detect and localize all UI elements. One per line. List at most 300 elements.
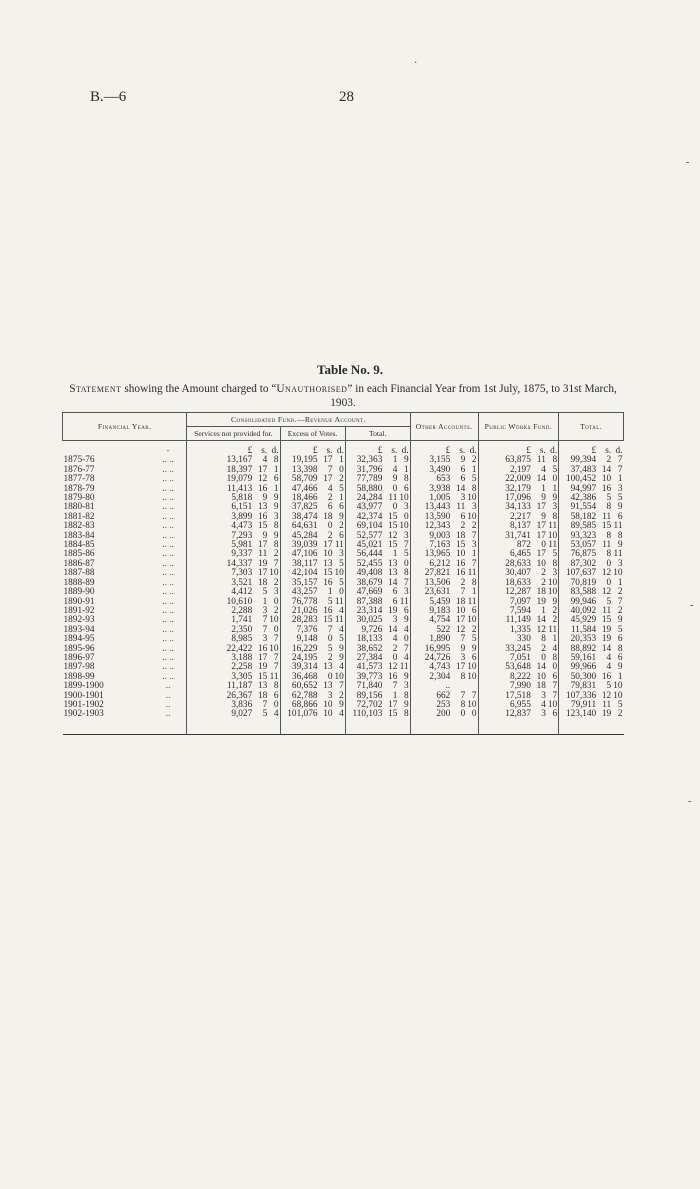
year-cell: 1900-1901 bbox=[63, 690, 104, 701]
excess-pounds: 37,825 bbox=[280, 503, 318, 512]
header-cons-total: Total. bbox=[345, 427, 410, 441]
works-pounds: 7,051 bbox=[478, 654, 532, 663]
works-pence: 5 bbox=[552, 549, 558, 560]
total-shillings: 14 bbox=[601, 643, 612, 654]
services-shillings: 16 bbox=[257, 511, 268, 522]
services-pence: 2 bbox=[273, 605, 279, 616]
other-shillings: 9 bbox=[460, 643, 466, 654]
cons-total-pence: 3 bbox=[404, 530, 409, 541]
works-pence: 10 bbox=[547, 699, 558, 710]
works-shillings: 14 bbox=[536, 474, 546, 485]
cons-total-shillings: 15 bbox=[388, 540, 398, 551]
services-pence: 10 bbox=[269, 568, 279, 579]
cons-total-shillings: 16 bbox=[388, 671, 398, 682]
total-pence: 11 bbox=[613, 521, 623, 532]
other-pence: 1 bbox=[471, 464, 477, 475]
cons-total-shillings: 6 bbox=[392, 596, 398, 607]
header-total: Total. bbox=[559, 413, 624, 441]
excess-pounds: 42,104 bbox=[280, 569, 318, 578]
excess-pounds: 9,148 bbox=[280, 635, 318, 644]
cons-total-pence: 4 bbox=[404, 652, 409, 663]
cons-total-pounds: 18,133 bbox=[345, 635, 383, 644]
excess-pence: 2 bbox=[339, 474, 344, 485]
cons-total-pence: 5 bbox=[404, 549, 409, 560]
leader-dots: .. bbox=[165, 699, 171, 710]
total-pence: 5 bbox=[617, 699, 623, 710]
services-shillings: 15 bbox=[257, 521, 268, 532]
works-pence: 9 bbox=[552, 493, 558, 504]
works-pence: 8 bbox=[552, 558, 558, 569]
total-pence: 7 bbox=[617, 464, 623, 475]
services-shillings: 17 bbox=[257, 540, 268, 551]
works-shillings: 17 bbox=[536, 502, 546, 513]
cons-total-pounds: 52,577 bbox=[345, 532, 383, 541]
cons-total-pence: 0 bbox=[404, 558, 409, 569]
other-pence: 2 bbox=[471, 455, 477, 466]
works-pounds: 7,594 bbox=[478, 607, 532, 616]
other-pence: 11 bbox=[467, 596, 477, 607]
cons-total-pounds: 24,284 bbox=[345, 494, 383, 503]
total-pounds: 11,584 bbox=[559, 626, 598, 635]
total-shillings: 19 bbox=[601, 624, 612, 635]
other-pounds: 9,183 bbox=[410, 607, 451, 616]
works-shillings: 17 bbox=[536, 530, 546, 541]
excess-pence: 6 bbox=[339, 530, 344, 541]
cons-total-pounds: 38,679 bbox=[345, 579, 383, 588]
works-pence: 11 bbox=[548, 624, 558, 635]
excess-shillings: 7 bbox=[327, 464, 333, 475]
cons-total-pounds: 9,726 bbox=[345, 626, 383, 635]
works-pounds: 2,217 bbox=[478, 513, 532, 522]
total-pounds: 93,323 bbox=[559, 532, 598, 541]
total-pence: 2 bbox=[617, 709, 623, 720]
total-pence: 5 bbox=[617, 624, 623, 635]
services-pence: 8 bbox=[273, 681, 279, 692]
year-cell: 1887-88 bbox=[63, 568, 95, 579]
services-pounds: 3,188 bbox=[187, 654, 254, 663]
total-shillings: 16 bbox=[601, 671, 612, 682]
caption-highlight: Unauthorised bbox=[276, 383, 348, 395]
excess-shillings: 0 bbox=[327, 634, 333, 645]
cons-total-shillings: 0 bbox=[392, 502, 398, 513]
caption-text-b: ” in each Financial Year from 1st July, 1875, to 31st March, 1903. bbox=[330, 383, 617, 409]
other-pounds: 662 bbox=[410, 692, 451, 701]
cons-total-shillings: 15 bbox=[388, 511, 398, 522]
cons-total-pence: 8 bbox=[404, 568, 409, 579]
other-pence: 6 bbox=[471, 605, 477, 616]
other-pence: 5 bbox=[471, 634, 477, 645]
total-pounds: 76,875 bbox=[559, 550, 598, 559]
cons-total-pounds: 52,455 bbox=[345, 560, 383, 569]
leader-dots: .. .. bbox=[162, 643, 174, 654]
works-pence: 0 bbox=[552, 474, 558, 485]
excess-pence: 6 bbox=[339, 502, 344, 513]
other-pounds: 5,459 bbox=[410, 598, 451, 607]
services-shillings: 17 bbox=[257, 652, 268, 663]
other-pence: 5 bbox=[471, 474, 477, 485]
total-pence: 11 bbox=[613, 549, 623, 560]
year-cell: 1883-84 bbox=[63, 530, 95, 541]
leader-dots: .. .. bbox=[162, 549, 174, 560]
cons-total-shillings: 6 bbox=[392, 587, 398, 598]
excess-pounds: 7,376 bbox=[280, 626, 318, 635]
works-pence: 2 bbox=[552, 605, 558, 616]
other-shillings: 3 bbox=[460, 493, 466, 504]
other-pounds: 16,995 bbox=[410, 645, 451, 654]
excess-pence: 5 bbox=[339, 558, 344, 569]
works-pence: 7 bbox=[552, 681, 558, 692]
total-pence: 1 bbox=[617, 577, 623, 588]
excess-pounds: 68,866 bbox=[280, 701, 318, 710]
cons-total-shillings: 0 bbox=[392, 652, 398, 663]
excess-shillings: 0 bbox=[327, 521, 333, 532]
leader-dots: .. .. bbox=[162, 671, 174, 682]
total-pounds: 87,302 bbox=[559, 560, 598, 569]
cons-total-pounds: 89,156 bbox=[345, 692, 383, 701]
other-shillings: 6 bbox=[460, 464, 466, 475]
cons-total-pence: 3 bbox=[404, 587, 409, 598]
works-shillings: 18 bbox=[536, 681, 546, 692]
works-shillings: 12 bbox=[536, 624, 546, 635]
works-pence: 1 bbox=[552, 483, 558, 494]
cons-total-pence: 1 bbox=[404, 464, 409, 475]
works-pence: 10 bbox=[547, 577, 558, 588]
excess-pounds: 60,652 bbox=[280, 682, 318, 691]
excess-pence: 0 bbox=[339, 587, 344, 598]
services-shillings: 11 bbox=[258, 549, 268, 560]
total-shillings: 2 bbox=[606, 455, 612, 466]
works-pounds: 8,222 bbox=[478, 673, 532, 682]
excess-shillings: 15 bbox=[323, 615, 333, 626]
excess-shillings: 2 bbox=[327, 493, 333, 504]
excess-pence: 3 bbox=[339, 549, 344, 560]
cons-total-pence: 6 bbox=[404, 605, 409, 616]
other-shillings: 7 bbox=[460, 587, 466, 598]
works-shillings: 2 bbox=[541, 577, 546, 588]
works-pounds: 11,149 bbox=[478, 616, 532, 625]
cons-total-shillings: 1 bbox=[392, 690, 398, 701]
other-pounds: .. bbox=[410, 682, 451, 691]
cons-total-shillings: 1 bbox=[392, 549, 398, 560]
total-shillings: 12 bbox=[601, 690, 612, 701]
cons-total-pounds: 47,669 bbox=[345, 588, 383, 597]
cons-total-pounds: 49,408 bbox=[345, 569, 383, 578]
services-pence: 2 bbox=[273, 577, 279, 588]
leader-dots: .. .. bbox=[162, 502, 174, 513]
total-shillings: 4 bbox=[606, 662, 612, 673]
works-pence: 5 bbox=[552, 464, 558, 475]
excess-pounds: 38,474 bbox=[280, 513, 318, 522]
cons-total-shillings: 7 bbox=[392, 681, 398, 692]
excess-pence: 1 bbox=[339, 493, 344, 504]
excess-shillings: 5 bbox=[327, 643, 333, 654]
services-pence: 10 bbox=[269, 643, 279, 654]
excess-pounds: 21,026 bbox=[280, 607, 318, 616]
cons-total-pounds: 39,773 bbox=[345, 673, 383, 682]
works-pounds: 7,097 bbox=[478, 598, 532, 607]
unauthorised-table bbox=[62, 412, 624, 735]
cons-total-pence: 9 bbox=[404, 615, 409, 626]
year-cell: 1884-85 bbox=[63, 540, 95, 551]
header-services: Services not provided for. bbox=[187, 427, 280, 441]
other-shillings: 7 bbox=[460, 634, 466, 645]
services-shillings: 9 bbox=[262, 530, 268, 541]
services-pounds: 6,151 bbox=[187, 503, 254, 512]
services-shillings: 19 bbox=[257, 558, 268, 569]
works-pounds: 17,518 bbox=[478, 692, 532, 701]
other-shillings: 16 bbox=[455, 568, 466, 579]
works-shillings: 14 bbox=[536, 615, 546, 626]
services-shillings: 18 bbox=[257, 690, 268, 701]
services-pence: 3 bbox=[273, 511, 279, 522]
total-shillings: 11 bbox=[602, 511, 612, 522]
cons-total-shillings: 19 bbox=[388, 605, 398, 616]
other-pounds: 13,590 bbox=[410, 513, 451, 522]
works-shillings: 19 bbox=[536, 596, 546, 607]
works-pounds: 8,137 bbox=[478, 522, 532, 531]
works-pounds: 330 bbox=[478, 635, 532, 644]
units-row: - £ s. d. £ s. d. £ s. d. £ s. d. £ s. d. £ s. d. bbox=[63, 441, 624, 457]
works-shillings: 1 bbox=[541, 605, 546, 616]
total-shillings: 11 bbox=[602, 540, 612, 551]
excess-pounds: 47,106 bbox=[280, 550, 318, 559]
total-pence: 2 bbox=[617, 605, 623, 616]
services-shillings: 17 bbox=[257, 568, 268, 579]
services-pounds: 4,412 bbox=[187, 588, 254, 597]
other-shillings: 14 bbox=[455, 483, 466, 494]
other-shillings: 6 bbox=[460, 474, 466, 485]
other-pounds: 24,726 bbox=[410, 654, 451, 663]
excess-pence: 4 bbox=[339, 709, 344, 720]
works-pounds: 30,407 bbox=[478, 569, 532, 578]
other-pence: 9 bbox=[471, 643, 477, 654]
excess-pence: 9 bbox=[339, 652, 344, 663]
other-pounds: 3,490 bbox=[410, 466, 451, 475]
total-shillings: 5 bbox=[606, 493, 612, 504]
works-shillings: 8 bbox=[541, 634, 546, 645]
leader-dots: .. .. bbox=[162, 652, 174, 663]
other-shillings: 17 bbox=[455, 662, 466, 673]
total-pence: 7 bbox=[617, 596, 623, 607]
cons-total-pence: 9 bbox=[404, 671, 409, 682]
services-shillings: 4 bbox=[262, 455, 268, 466]
cons-total-shillings: 12 bbox=[388, 530, 398, 541]
cons-total-pence: 0 bbox=[404, 634, 409, 645]
excess-pounds: 38,117 bbox=[280, 560, 318, 569]
cons-total-pounds: 32,363 bbox=[345, 456, 383, 465]
works-pounds: 53,648 bbox=[478, 663, 532, 672]
services-shillings: 19 bbox=[257, 662, 268, 673]
margin-mark-2: - bbox=[690, 600, 694, 611]
header-consolidated: Consolidated Fund.—Revenue Account. bbox=[187, 413, 411, 427]
excess-pounds: 43,257 bbox=[280, 588, 318, 597]
works-pence: 6 bbox=[552, 671, 558, 682]
year-cell: 1875-76 bbox=[63, 455, 95, 466]
total-shillings: 14 bbox=[601, 464, 612, 475]
year-cell: 1898-99 bbox=[63, 671, 95, 682]
cons-total-shillings: 15 bbox=[388, 709, 398, 720]
total-pence: 3 bbox=[617, 483, 623, 494]
works-pence: 3 bbox=[552, 568, 558, 579]
services-pounds: 7,293 bbox=[187, 532, 254, 541]
caption-text-a: showing the Amount charged to “ bbox=[121, 383, 277, 395]
year-cell: 1888-89 bbox=[63, 577, 95, 588]
services-shillings: 16 bbox=[257, 483, 268, 494]
other-pounds: 4,754 bbox=[410, 616, 451, 625]
services-pence: 0 bbox=[273, 596, 279, 607]
excess-pounds: 45,284 bbox=[280, 532, 318, 541]
services-pounds: 14,337 bbox=[187, 560, 254, 569]
other-shillings: 0 bbox=[460, 709, 466, 720]
total-pence: 2 bbox=[617, 587, 623, 598]
services-pounds: 11,413 bbox=[187, 485, 254, 494]
other-pounds: 7,163 bbox=[410, 541, 451, 550]
cons-total-shillings: 4 bbox=[392, 634, 398, 645]
cons-total-pounds: 43,977 bbox=[345, 503, 383, 512]
cons-total-pounds: 77,789 bbox=[345, 475, 383, 484]
other-pounds: 3,155 bbox=[410, 456, 451, 465]
works-shillings: 10 bbox=[536, 671, 546, 682]
cons-total-pence: 11 bbox=[399, 662, 409, 673]
header-works: Public Works Fund. bbox=[478, 413, 559, 441]
other-pounds: 27,821 bbox=[410, 569, 451, 578]
excess-pounds: 36,468 bbox=[280, 673, 318, 682]
works-pence: 11 bbox=[548, 521, 558, 532]
excess-shillings: 4 bbox=[327, 483, 333, 494]
services-pence: 4 bbox=[273, 709, 279, 720]
excess-pence: 1 bbox=[339, 455, 344, 466]
total-pounds: 100,452 bbox=[559, 475, 598, 484]
total-pence: 3 bbox=[617, 558, 623, 569]
excess-pounds: 19,195 bbox=[280, 456, 318, 465]
cons-total-shillings: 3 bbox=[392, 615, 398, 626]
total-pence: 9 bbox=[617, 615, 623, 626]
services-shillings: 18 bbox=[257, 577, 268, 588]
other-pence: 10 bbox=[467, 493, 477, 504]
cons-total-pence: 0 bbox=[404, 511, 409, 522]
other-shillings: 10 bbox=[455, 549, 466, 560]
excess-pounds: 101,076 bbox=[280, 710, 318, 734]
excess-pence: 7 bbox=[339, 681, 344, 692]
services-pence: 11 bbox=[269, 671, 279, 682]
excess-shillings: 3 bbox=[327, 690, 333, 701]
total-pounds: 89,585 bbox=[559, 522, 598, 531]
total-pence: 6 bbox=[617, 634, 623, 645]
excess-shillings: 0 bbox=[327, 671, 333, 682]
services-pounds: 5,981 bbox=[187, 541, 254, 550]
total-pence: 9 bbox=[617, 502, 623, 513]
services-pence: 8 bbox=[273, 521, 279, 532]
other-pounds: 200 bbox=[410, 710, 451, 734]
total-pence: 5 bbox=[617, 493, 623, 504]
services-pence: 7 bbox=[273, 558, 279, 569]
leader-dots: .. .. bbox=[162, 615, 174, 626]
other-pence: 0 bbox=[471, 709, 477, 720]
total-pounds: 107,637 bbox=[559, 569, 598, 578]
leader-dots: .. .. bbox=[162, 530, 174, 541]
works-pounds: 12,287 bbox=[478, 588, 532, 597]
works-pounds: 872 bbox=[478, 541, 532, 550]
header-other: Other Accounts. bbox=[410, 413, 478, 441]
services-pence: 1 bbox=[273, 464, 279, 475]
excess-shillings: 10 bbox=[323, 699, 333, 710]
cons-total-pence: 8 bbox=[404, 709, 409, 720]
services-pence: 9 bbox=[273, 502, 279, 513]
total-pence: 7 bbox=[617, 455, 623, 466]
services-shillings: 13 bbox=[257, 502, 268, 513]
works-pounds: 6,465 bbox=[478, 550, 532, 559]
other-pounds: 13,965 bbox=[410, 550, 451, 559]
works-shillings: 0 bbox=[541, 540, 546, 551]
total-pounds: 79,831 bbox=[559, 682, 598, 691]
other-pence: 10 bbox=[467, 511, 477, 522]
year-cell: 1876-77 bbox=[63, 464, 95, 475]
works-pounds: 28,633 bbox=[478, 560, 532, 569]
excess-shillings: 2 bbox=[327, 530, 333, 541]
cons-total-shillings: 15 bbox=[388, 521, 398, 532]
services-pence: 1 bbox=[273, 483, 279, 494]
services-pence: 6 bbox=[273, 690, 279, 701]
total-pence: 9 bbox=[617, 540, 623, 551]
excess-pence: 10 bbox=[334, 671, 344, 682]
services-pounds: 2,288 bbox=[187, 607, 254, 616]
works-pence: 9 bbox=[552, 596, 558, 607]
excess-shillings: 15 bbox=[323, 568, 333, 579]
year-cell: 1889-90 bbox=[63, 587, 95, 598]
excess-pence: 9 bbox=[339, 643, 344, 654]
excess-shillings: 16 bbox=[323, 605, 333, 616]
excess-pence: 11 bbox=[334, 540, 344, 551]
total-shillings: 19 bbox=[601, 709, 612, 720]
other-shillings: 2 bbox=[460, 521, 466, 532]
leader-dots: .. .. bbox=[162, 540, 174, 551]
services-pence: 7 bbox=[273, 662, 279, 673]
works-shillings: 11 bbox=[536, 455, 546, 466]
margin-mark-3: - bbox=[688, 796, 692, 807]
leader-dots: .. .. bbox=[162, 493, 174, 504]
cons-total-pounds: 30,025 bbox=[345, 616, 383, 625]
year-cell: 1877-78 bbox=[63, 474, 95, 485]
page-number: 28 bbox=[339, 89, 354, 105]
works-pounds: 17,096 bbox=[478, 494, 532, 503]
works-pounds: 18,633 bbox=[478, 579, 532, 588]
leader-dots: .. .. bbox=[162, 568, 174, 579]
table-row bbox=[63, 710, 624, 734]
other-pounds: 3,938 bbox=[410, 485, 451, 494]
other-pence: 7 bbox=[471, 690, 477, 701]
table-caption bbox=[62, 382, 624, 410]
page-reference: B.—6 bbox=[90, 89, 127, 105]
total-shillings: 5 bbox=[606, 596, 612, 607]
cons-total-pounds: 45,021 bbox=[345, 541, 383, 550]
excess-pounds: 64,631 bbox=[280, 522, 318, 531]
works-shillings: 3 bbox=[541, 709, 546, 720]
leader-dots: .. .. bbox=[162, 605, 174, 616]
services-pence: 0 bbox=[273, 624, 279, 635]
total-pounds: 99,946 bbox=[559, 598, 598, 607]
services-pounds: 26,367 bbox=[187, 692, 254, 701]
year-cell: 1892-93 bbox=[63, 615, 95, 626]
total-pence: 10 bbox=[613, 690, 623, 701]
other-pounds: 253 bbox=[410, 701, 451, 710]
other-shillings: 18 bbox=[455, 530, 466, 541]
year-cell: 1886-87 bbox=[63, 558, 95, 569]
other-pence: 11 bbox=[467, 568, 477, 579]
services-pence: 8 bbox=[273, 455, 279, 466]
works-pounds: 1,335 bbox=[478, 626, 532, 635]
total-shillings: 12 bbox=[601, 587, 612, 598]
excess-pounds: 58,709 bbox=[280, 475, 318, 484]
